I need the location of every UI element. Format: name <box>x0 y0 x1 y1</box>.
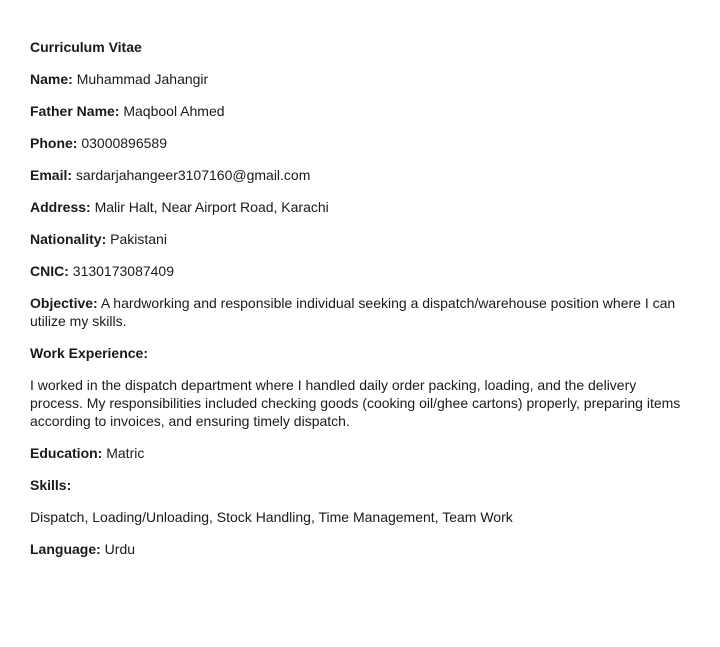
email-field <box>30 166 690 184</box>
address-field <box>30 198 690 216</box>
nationality-label: Nationality: <box>30 231 107 247</box>
nationality-value: Pakistani <box>110 231 167 247</box>
education-label: Education: <box>30 445 103 461</box>
cv-document <box>30 38 690 572</box>
skills-heading: Skills: <box>30 477 72 493</box>
language-value: Urdu <box>104 541 136 557</box>
objective-label: Objective: <box>30 295 98 311</box>
father-name-field <box>30 102 690 120</box>
cnic-value: 3130173087409 <box>72 263 175 279</box>
objective-text: A hardworking and responsible individual seeking a dispatch/warehouse position where I can utilize my skills. <box>30 295 676 329</box>
education-value: Matric <box>106 445 145 461</box>
nationality-field <box>30 230 690 248</box>
name-value: Muhammad Jahangir <box>76 71 209 87</box>
language-field <box>30 540 690 558</box>
name-field <box>30 70 690 88</box>
phone-value: 03000896589 <box>81 135 167 151</box>
email-value: sardarjahangeer3107160@gmail.com <box>75 167 311 183</box>
father-name-value: Maqbool Ahmed <box>123 103 225 119</box>
phone-label: Phone: <box>30 135 78 151</box>
cnic-label: CNIC: <box>30 263 69 279</box>
document-title: Curriculum Vitae <box>30 39 142 55</box>
address-value: Malir Halt, Near Airport Road, Karachi <box>94 199 329 215</box>
work-experience-text: I worked in the dispatch department where I handled daily order packing, loading, and the delivery process. My responsibilities included checking goods (cooking oil/ghee cartons) properly, preparing items according to invoices, and ensuring timely dispatch. <box>30 377 681 429</box>
address-label: Address: <box>30 199 91 215</box>
work-experience-heading: Work Experience: <box>30 345 149 361</box>
name-label: Name: <box>30 71 73 87</box>
cnic-field <box>30 262 690 280</box>
phone-field <box>30 134 690 152</box>
language-label: Language: <box>30 541 101 557</box>
email-label: Email: <box>30 167 73 183</box>
education-field <box>30 444 690 462</box>
skills-text: Dispatch, Loading/Unloading, Stock Handling, Time Management, Team Work <box>30 509 513 525</box>
objective-section <box>30 294 690 330</box>
father-name-label: Father Name: <box>30 103 120 119</box>
